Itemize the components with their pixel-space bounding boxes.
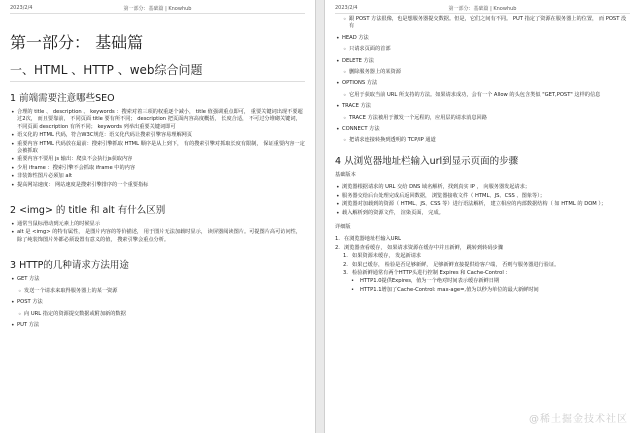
- method-desc: ◦ TRACE 方法被用于激发一个远程的，应用层的请求消息回路: [342, 115, 630, 122]
- page-header: [335, 0, 630, 14]
- method-desc: ◦ 跟 POST 方法很像，也是想服务器提交数据。但是，它们之间有不同。 PUT 指定了资源在服务器上的位置， 而 POST 没有: [342, 16, 630, 31]
- list-item: • 合理的 title 、 description 、 keywords ：搜索对着三项的权重逐个减小， title 值强调重点即可， 重要关键词出现不要超过2次， 而且要靠前， 不同页面 title 要有所不同； description 把页面内容高度概括， 长度合适， 不可过分堆砌关键词， 不同页面 description 有所不同； keywords 列举出重要关键词即可: [10, 109, 305, 131]
- page-header: [10, 0, 305, 14]
- url-steps-detailed: [335, 236, 630, 294]
- method-desc: ◦ 只请求页面的首部: [342, 46, 630, 53]
- part-title: 第一部分： 基础篇: [10, 33, 144, 52]
- list-item: • 服务器交给后台处理完成后返回数据， 浏览器接收文件（ HTML、JS、CSS 、图象等）；: [335, 193, 630, 200]
- section-3-title: 3 HTTP的几种请求方法用途: [10, 260, 129, 272]
- list-item: 2. 浏览器查看缓存， 如果请求资源在缓存中并且新鲜， 跳转到转码步骤: [335, 244, 503, 251]
- right-page: [324, 0, 640, 433]
- list-item: 2. 如果已缓存， 检验是否足够新鲜， 足够新鲜直接提供给客户端， 否则与服务器进行验证。: [343, 261, 560, 268]
- http-methods-continued: [335, 16, 630, 145]
- basic-version-label: 基础版本: [335, 171, 356, 178]
- list-item: 1. 如果资源未缓存， 发起新请求: [343, 253, 422, 260]
- method-desc: ◦ 它用于获取当前 URL 所支持的方法。如果请求成功，会有一个 Allow 的头包含类似 "GET,POST" 这样的信息: [342, 92, 630, 99]
- method-desc: ◦ 发送一个请求来取得服务器上的某一资源: [17, 288, 305, 295]
- img-attr-list: [10, 221, 305, 244]
- list-item: • 浏览器对加载到的资源（ HTML、JS、CSS 等）进行语法解析， 建立相应的内部数据结构（ 如 HTML 的 DOM ）；: [335, 201, 630, 208]
- method-desc: ◦ 向 URL 指定的资源提交数据或附加新的数据: [17, 311, 305, 318]
- header-divider: [10, 13, 305, 14]
- method-desc: ◦ 把请求连接转换到透明的 TCP/IP 通道: [342, 137, 630, 144]
- list-item: • 通常当鼠标滑动到元素上的时候显示: [10, 221, 305, 228]
- list-item: • 提高网站速度： 网站速度是搜索引擎排序的一个重要指标: [10, 182, 305, 189]
- list-item: • 少用 iframe ：搜索引擎不会抓取 iframe 中的内容: [10, 165, 305, 172]
- header-divider: [335, 13, 630, 14]
- method-item: • PUT 方法: [10, 322, 305, 329]
- method-item: • CONNECT 方法: [335, 126, 630, 133]
- header-date: 2023/2/4: [10, 5, 33, 11]
- list-item: • 浏览器根据请求的 URL 交给 DNS 域名解析，找到真实 IP ， 向服务器发起请求；: [335, 184, 630, 191]
- url-steps-basic: [335, 184, 630, 217]
- method-item: • HEAD 方法: [335, 35, 630, 42]
- left-page: [0, 0, 316, 433]
- http-methods-list: [10, 276, 305, 329]
- list-item: 1. 在浏览器地址栏输入URL: [335, 236, 401, 243]
- list-item: • HTTP1.1增加了Cache-Control: max-age=,值为以秒为单位的最大新鲜时间: [351, 286, 539, 293]
- method-item: • TRACE 方法: [335, 103, 630, 110]
- chapter-title: 一、HTML 、HTTP 、web综合问题: [10, 61, 305, 82]
- section-4-title: 4 从浏览器地址栏输入url到显示页面的步骤: [335, 155, 519, 167]
- seo-list: [10, 109, 305, 189]
- list-item: • alt 是 <img> 的特有属性， 是图片内容的等价描述， 用于图片无法加载时显示， 读屏器阅读图片。可提图片高可访问性， 除了纯装饰图片外都必须设置有意义的值， 搜索引擎会重点分析。: [10, 229, 305, 244]
- method-item: • POST 方法: [10, 299, 305, 306]
- detailed-version-label: 详细版: [335, 223, 351, 230]
- list-item: • 非装饰性图片必须加 alt: [10, 173, 305, 180]
- list-item: 3. 检验新鲜通常有两个HTTP头进行控制 Expires 和 Cache-Control ：: [343, 269, 511, 276]
- list-item: • HTTP1.0提供Expires，值为一个绝对时间表示缓存新鲜日期: [351, 278, 500, 285]
- section-1-title: 1 前端需要注意哪些SEO: [10, 93, 115, 104]
- list-item: • 重要内容不要用 js 输出：爬虫不会执行js获取内容: [10, 156, 305, 163]
- method-item: • DELETE 方法: [335, 58, 630, 65]
- header-title: 第一部分：基础篇 | Knowhub: [448, 6, 517, 12]
- method-desc: ◦ 删除服务器上的某资源: [342, 69, 630, 76]
- method-item: • GET 方法: [10, 276, 305, 283]
- list-item: • 重要内容 HTML 代码放在最前：搜索引擎抓取 HTML 顺序是从上到下， 有的搜索引擎对抓取长度有限制， 保证重要内容一定会被抓取: [10, 141, 305, 156]
- list-item: • 语义化的 HTML 代码，符合W3C规范：语义化代码让搜索引擎容易理解网页: [10, 132, 305, 139]
- header-date: 2023/2/4: [335, 5, 358, 11]
- header-title: 第一部分：基础篇 | Knowhub: [123, 6, 192, 12]
- list-item: • 载入解析到的资源文件， 渲染页面， 完成。: [335, 210, 630, 217]
- method-item: • OPTIONS 方法: [335, 80, 630, 87]
- section-2-title: 2 <img> 的 title 和 alt 有什么区别: [10, 205, 166, 217]
- watermark: @稀土掘金技术社区: [529, 414, 628, 425]
